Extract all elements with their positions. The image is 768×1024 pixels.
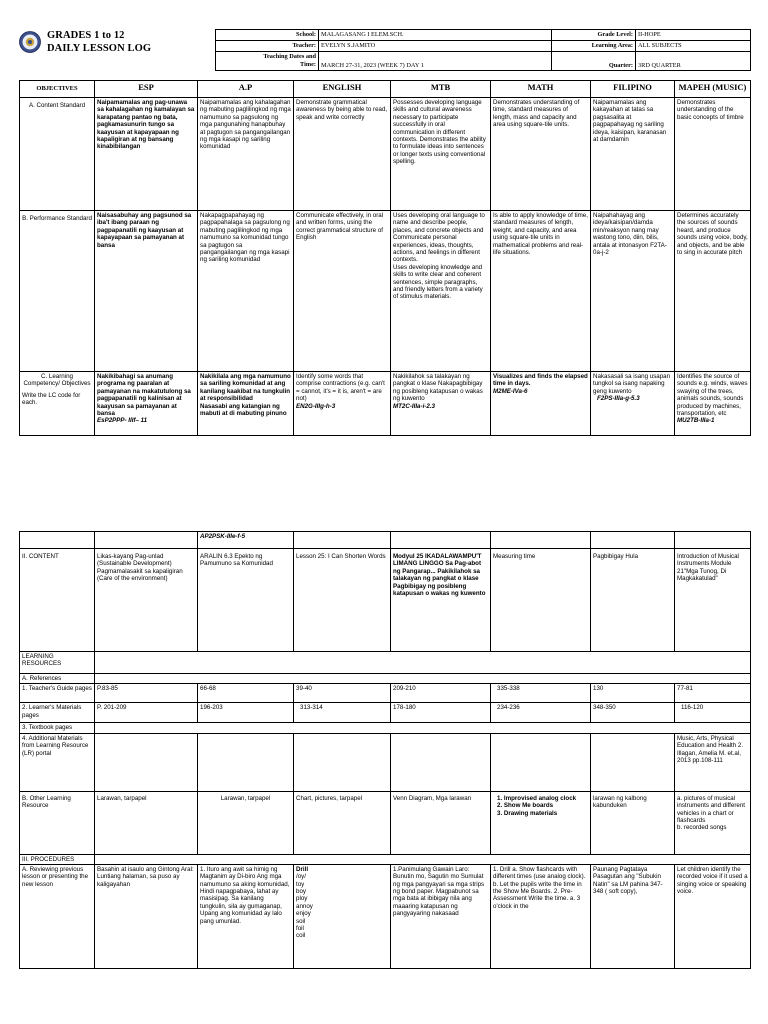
cell-math: 234-236 [491,703,591,723]
cell-mtb: Uses developing oral language to name and describe people, places, and concrete objects and Communicate personal experiences, ideas, thoughts, actions, and feelings in different contexts. Uses developing knowledge and skills to write clear and coherent sentences, simple paragraphs, and friendly letters from a variety of stimulus materials. [391,211,491,372]
lesson-content-table [19,531,751,969]
cell-english: Chart, pictures, tarpapel [294,791,391,854]
school-value: MALAGASANG I ELEM.SCH. [319,30,552,41]
lesson-objectives-table [19,80,751,436]
cell-mtb: 209-210 [391,684,491,703]
cell-english: 313-314 [294,703,391,723]
row-label-learners-materials: 2. Learner's Materials pages [20,703,95,723]
cell-math [491,733,591,791]
cell-mapeh: Determines accurately the sources of sounds heard, and produce sounds using voice, body, and objects, and be able to sing in accurate pitch [675,211,751,372]
cell-english: Demonstrate grammatical awareness by being able to read, speak and write correctly [294,98,391,211]
cell-mtb: Possesses developing language skills and cultural awareness necessary to participate successfully in oral communication in different contexts. Demonstrates the ability to formulate ideas into sentences or longer texts using conventional spelling. [391,98,491,211]
row-label-references: A. References [20,674,95,684]
cell-math: 335-338 [491,684,591,703]
cell-mtb: 178-180 [391,703,491,723]
cell-esp: Naisasabuhay ang pagsunod sa iba't ibang paraan ng pagpapanatili ng kaayusan at kapayapaan sa pamayanan at bansa [95,211,198,372]
cell-math: 1. Drill a. Show flashcards with different times (use analog clock). b. Let the pupils write the time in the Show Me Boards. 2. Pre-Assessment Write the time. a. 3 o'clock in the [491,864,591,968]
cell-empty [391,532,491,549]
quarter-value: 3RD QUARTER [636,52,751,71]
cell-empty [675,532,751,549]
cell-english: Communicate effectively, in oral and written forms, using the correct grammatical structure of English [294,211,391,372]
header-info-table [215,29,751,71]
cell-ap: Larawan, tarpapel [198,791,294,854]
quarter-label: Quarter: [552,52,636,71]
cell-english: Lesson 25: I Can Shorten Words [294,549,391,652]
cell-mtb [391,733,491,791]
grade-level-label: Grade Level: [552,30,636,41]
row-label-content: II. CONTENT [20,549,95,652]
cell-ap-code: AP2PSK-IIIe-f-5 [198,532,294,549]
cell-filipino: Nakasasali sa isang usapan tungkol sa isang napaking geng kuwento F2PS-IIIa-g-5.3 [591,372,675,436]
cell-ap: 1. Ituro ang awit sa himig ng Magtanim ay Di-biro Ang mga namumuno sa aking komunidad, Hindi napagpabaya, lahat ay masisipag. Sa kanilang tungkulin, sila ay gumaganap, Upang ang komunidad ay lalo pang umunlad. [198,864,294,968]
cell-filipino: 130 [591,684,675,703]
cell-ap: ARALIN 6.3 Epekto ng Pamumuno sa Komunidad [198,549,294,652]
cell-mtb: Nakikilahok sa talakayan ng pangkat o klase Nakapagbibigay ng posibleng katapusan o wakas ng kuwento MT2C-IIIa-i-2.3 [391,372,491,436]
teacher-value: EVELYN S.JAMITO [319,41,552,52]
cell-esp: Likas-kayang Pag-unlad (Sustainable Development) Pagmamalasakit sa kapaligiran (Care of the environment) [95,549,198,652]
deped-seal-icon [19,31,41,53]
teaching-dates-label: Teaching Dates and Time: [216,52,319,71]
table-row-additional-materials [20,733,751,791]
cell-filipino: Naipamamalas ang kakayahan at tatas sa pagsasalita at pagpapahayag ng sariling ideya, kaisipan, karanasan at damdamin [591,98,675,211]
table-row-references [20,674,751,684]
table-row-procedures [20,854,751,864]
cell-empty [95,652,751,674]
cell-empty [95,532,198,549]
cell-esp: Naipamamalas ang pag-unawa sa kahalagahan ng kamalayan sa karapatang pantao ng bata, pagkamasunurin tungo sa kaayusan at kapayapaan ng kapaligiran at ng bansang kinabibilangan [95,98,198,211]
cell-mapeh: Music, Arts, Physical Education and Health 2. Illagan, Amelia M. et.al, 2013 pp.108-111 [675,733,751,791]
cell-filipino: larawan ng kalbong kabunduken [591,791,675,854]
cell-ap: Naipamamalas ang kahalagahan ng mabuting paglilingkod ng mga namumuno sa pagsulong ng mga pangunahing hanapbuhay at pagtugon sa pangangailangan ng mga kasapi ng sariling komunidad [198,98,294,211]
col-mapeh: MAPEH (MUSIC) [675,81,751,98]
row-label-content-standard: A. Content Standard [20,98,95,211]
row-label-review: A. Reviewing previous lesson or presenting the new lesson [20,864,95,968]
form-title-line1: GRADES 1 to 12 [47,30,125,41]
cell-esp: Larawan, tarpapel [95,791,198,854]
table-row-other-resources [20,791,751,854]
grade-level-value: II-HOPE [636,30,751,41]
table-row-content-standard [20,98,751,211]
row-label-procedures: III. PROCEDURES [20,854,95,864]
table-row-learners-materials [20,703,751,723]
school-label: School: [216,30,319,41]
cell-ap: Nakikilala ang mga namumuno sa sariling komunidad at ang kanilang kaakibat na tungkulin at responsibilidad Nasasabi ang katangian ng mabuti at di mabuting pinuno [198,372,294,436]
table-row-teachers-guide [20,684,751,703]
cell-filipino: Naipahahayag ang ideya/kaisipan/damda min/reaksyon nang may wastong tono, diin, bilis, antala at intonasyon F2TA-0a-j-2 [591,211,675,372]
cell-mapeh: 116-120 [675,703,751,723]
cell-empty [491,532,591,549]
cell-filipino: Pagbibigay Hula [591,549,675,652]
cell-mapeh: Demonstrates understanding of the basic concepts of timbre [675,98,751,211]
cell-mapeh: Introduction of Musical Instruments Module 21"Mga Tunog, Di Magkakatulad" [675,549,751,652]
learning-area-value: ALL SUBJECTS [636,41,751,52]
cell-math: Measuring time [491,549,591,652]
col-math: MATH [491,81,591,98]
form-title-line2: DAILY LESSON LOG [47,43,152,54]
cell-empty [95,723,751,733]
cell-mtb: 1.Panimulang Gawain Laro: Bunutin mo, Sagutin mo Sumulat ng mga pangyayari sa mga strips ng bond paper. Magpabunot sa mga bata at ibibigay nila ang maaaring katapusan ng pangyayaring nakasaad [391,864,491,968]
cell-mapeh: a. pictures of musical instruments and different vehicles in a chart or flashcards b. recorded songs [675,791,751,854]
table-row-learning-competency [20,372,751,436]
cell-filipino: 348-350 [591,703,675,723]
cell-math: Visualizes and finds the elapsed time in days. M2ME-IVa-6 [491,372,591,436]
cell-esp: P.83-85 [95,684,198,703]
cell-mtb: Modyul 25 IKADALAWAMPU'T LIMANG LINGGO Sa Pag-abot ng Pangarap... Pakikilahok sa talakayan ng pangkat o klase Pagbibigay ng posibleng katapusan o wakas ng kuwento [391,549,491,652]
table-row-review [20,864,751,968]
cell-empty [95,854,751,864]
cell-mtb: Venn Diagram, Mga larawan [391,791,491,854]
col-mtb: MTB [391,81,491,98]
cell-english: 39-40 [294,684,391,703]
col-english: ENGLISH [294,81,391,98]
row-label-textbook: 3. Textbook pages [20,723,95,733]
teacher-label: Teacher: [216,41,319,52]
cell-empty [294,532,391,549]
cell-esp [95,733,198,791]
row-label-performance-standard: B. Performance Standard [20,211,95,372]
cell-esp: P. 201-209 [95,703,198,723]
teaching-dates-value: MARCH 27-31, 2023 (WEEK 7) DAY 1 [319,52,552,71]
col-objectives: OBJECTIVES [20,81,95,98]
cell-empty [95,674,751,684]
cell-math: 1. Improvised analog clock 2. Show Me boards 3. Drawing materials [491,791,591,854]
cell-ap [198,733,294,791]
col-filipino: FILIPINO [591,81,675,98]
table-row-learning-resources [20,652,751,674]
col-ap: A.P [198,81,294,98]
cell-esp: Nakikibahagi sa anumang programa ng paaralan at pamayanan na makatutulong sa pagpapanatili ng kalinisan at kaayusan sa pamayanan at bansa EsP2PPP- IIIf– 11 [95,372,198,436]
cell-mapeh: Identifies the source of sounds e.g. winds, waves swaying of the trees, animals sounds, sounds produced by machines, transportation, etc MU2TB-IIIa-1 [675,372,751,436]
cell-mapeh: Let children identify the recorded voice if it used a singing voice or speaking voice. [675,864,751,968]
cell-english: Drill /oy/ toy boy ploy annoy enjoy soil foil coil [294,864,391,968]
cell-math: Is able to apply knowledge of time, standard measures of length, weight, and capacity, and area using square-tile units in mathematical problems and real-life situations. [491,211,591,372]
table-row-ap-code [20,532,751,549]
cell-ap: 66-68 [198,684,294,703]
table-row-content [20,549,751,652]
cell-english: Identify some words that comprise contractions (e.g. can't = cannot, it's = it is, aren't = are not) EN2G-IIIg-h-3 [294,372,391,436]
cell-esp: Basahin at isaulo ang Gintong Aral: Luntiang halaman, sa puso ay kaligayahan [95,864,198,968]
cell-english [294,733,391,791]
cell-filipino: Paunang Pagtataya Pasagutan ang "Subukin Natin" sa LM pahina 347-348 ( soft copy), [591,864,675,968]
cell-ap: Nakapagpapahayag ng pagpapahalaga sa pagsulong ng mabuting paglilingkod ng mga namumuno sa komunidad tungo sa pagtugon sa pangangailangan ng mga kasapi ng sariling komunidad [198,211,294,372]
row-label-teachers-guide: 1. Teacher's Guide pages [20,684,95,703]
cell-empty [20,532,95,549]
row-label-additional-materials: 4. Additional Materials from Learning Resource (LR) portal [20,733,95,791]
row-label-learning-resources: LEARNING RESOURCES [20,652,95,674]
learning-area-label: Learning Area: [552,41,636,52]
row-label-learning-competency: C. Learning Competency/ Objectives Write the LC code for each. [20,372,95,436]
cell-ap: 196-203 [198,703,294,723]
table-row-textbook [20,723,751,733]
col-esp: ESP [95,81,198,98]
table-row-performance-standard [20,211,751,372]
cell-math: Demonstrates understanding of time, standard measures of length, mass and capacity and area using square-tile units. [491,98,591,211]
row-label-other-resources: B. Other Learning Resource [20,791,95,854]
cell-mapeh: 77-81 [675,684,751,703]
cell-filipino [591,733,675,791]
cell-empty [591,532,675,549]
